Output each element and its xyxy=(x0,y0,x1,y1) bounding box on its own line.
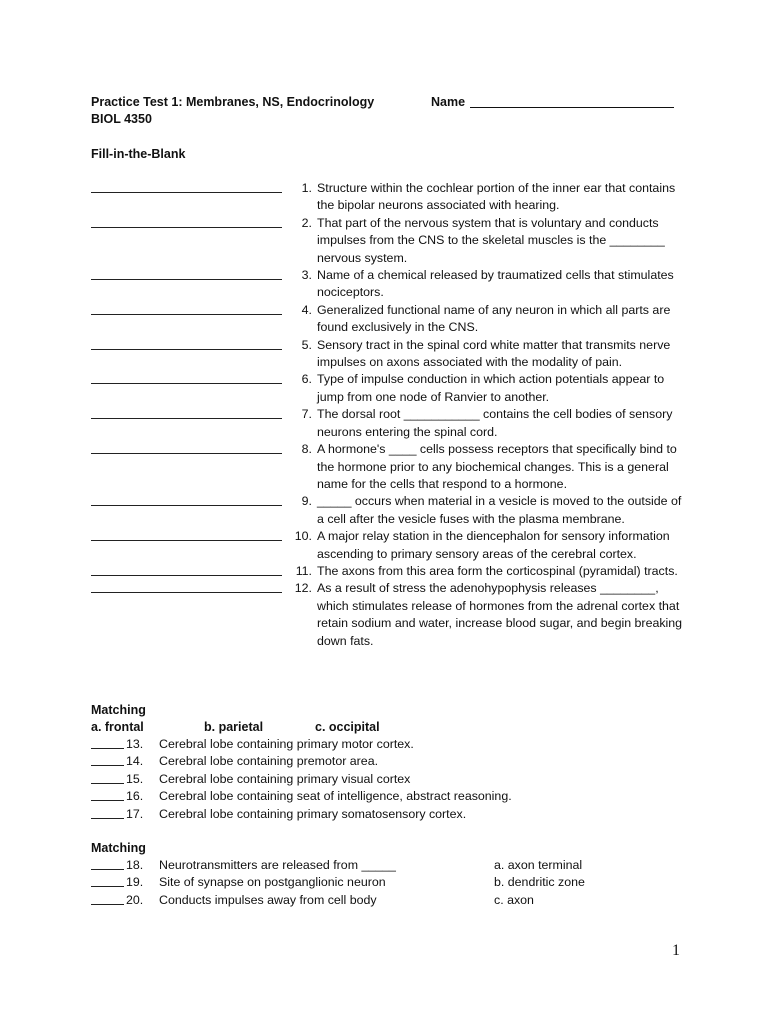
question-number: 10. xyxy=(294,529,312,544)
fill-in-blank-heading: Fill-in-the-Blank xyxy=(91,147,186,161)
question-text: Neurotransmitters are released from _____ xyxy=(159,858,396,872)
question-text: Sensory tract in the spinal cord white matter that transmits nerve impulses on axons associated with the modality of pain. xyxy=(317,337,671,370)
answer-blank xyxy=(91,453,282,454)
fib-item xyxy=(0,441,770,493)
fib-item xyxy=(0,406,770,441)
course-code: BIOL 4350 xyxy=(91,112,152,126)
name-blank-line xyxy=(470,107,674,108)
question-number: 11. xyxy=(295,563,312,578)
fib-item xyxy=(0,580,770,650)
fib-item xyxy=(0,267,770,302)
page-number: 1 xyxy=(672,942,680,959)
answer-blank xyxy=(91,904,124,905)
question-number: 1. xyxy=(301,181,312,195)
question-text: Site of synapse on postganglionic neuron xyxy=(159,875,386,890)
fib-item xyxy=(0,528,770,563)
question-number: 5. xyxy=(301,337,312,352)
answer-choice: a. axon terminal xyxy=(494,858,583,872)
answer-blank xyxy=(91,800,124,801)
question-number: 9. xyxy=(301,494,312,509)
question-text: Type of impulse conduction in which action potentials appear to jump from one node of Ranvier to another. xyxy=(317,372,665,404)
answer-blank xyxy=(91,748,124,749)
question-number: 18. xyxy=(126,858,144,872)
question-number: 17. xyxy=(126,806,144,821)
fib-item xyxy=(0,215,770,267)
question-number: 12. xyxy=(294,581,312,596)
lobe-options xyxy=(91,719,491,736)
question-text: The axons from this area form the corticospinal (pyramidal) tracts. xyxy=(317,563,678,578)
question-number: 6. xyxy=(301,372,312,387)
fib-item xyxy=(0,302,770,337)
question-text: That part of the nervous system that is voluntary and conducts impulses from the CNS to the skeletal muscles is the ________ nervous system. xyxy=(317,215,665,265)
question-number: 14. xyxy=(126,754,144,769)
fib-item xyxy=(0,371,770,406)
fill-in-blank-list xyxy=(0,180,770,650)
question-text: A hormone's ____ cells possess receptors that specifically bind to the hormone prior to any biochemical changes. This is a general name for the cells that respond to a hormone. xyxy=(317,442,677,491)
question-text: As a result of stress the adenohypophysis releases ________, which stimulates release of hormones from the adrenal cortex that retain sodium and water, increase blood sugar, and begin breaking down fats. xyxy=(317,581,683,648)
question-number: 4. xyxy=(301,302,312,317)
answer-choice: b. dendritic zone xyxy=(494,875,585,890)
test-title: Practice Test 1: Membranes, NS, Endocrinology xyxy=(91,95,375,109)
answer-blank xyxy=(91,783,124,784)
answer-blank xyxy=(91,818,124,819)
question-text: Name of a chemical released by traumatized cells that stimulates nociceptors. xyxy=(317,268,674,300)
question-number: 2. xyxy=(301,215,312,230)
question-text: A major relay station in the diencephalon for sensory information ascending to primary sensory areas of the cerebral cortex. xyxy=(317,529,670,561)
question-number: 15. xyxy=(126,771,144,786)
answer-blank xyxy=(91,279,282,280)
fib-item xyxy=(0,180,770,215)
matching-heading-2: Matching xyxy=(91,841,146,855)
question-text: Cerebral lobe containing primary visual cortex xyxy=(159,771,411,786)
answer-blank xyxy=(91,505,282,506)
question-text: Generalized functional name of any neuron in which all parts are found exclusively in the CNS. xyxy=(317,302,671,335)
option-frontal: a. frontal xyxy=(91,720,144,734)
question-text: Cerebral lobe containing primary motor cortex. xyxy=(159,737,414,751)
question-number: 13. xyxy=(126,737,144,751)
fib-item xyxy=(0,337,770,372)
name-label: Name xyxy=(431,95,466,109)
answer-blank xyxy=(91,314,282,315)
answer-blank xyxy=(91,383,282,384)
answer-choice: c. axon xyxy=(494,892,534,907)
question-number: 19. xyxy=(126,875,144,890)
answer-blank xyxy=(91,869,124,870)
fib-item xyxy=(0,493,770,528)
answer-blank xyxy=(91,540,282,541)
question-text: Structure within the cochlear portion of the inner ear that contains the bipolar neurons associated with hearing. xyxy=(317,181,676,213)
question-number: 8. xyxy=(301,442,312,457)
answer-blank xyxy=(91,765,124,766)
question-text: Cerebral lobe containing primary somatosensory cortex. xyxy=(159,806,467,821)
answer-blank xyxy=(91,886,124,887)
option-occipital: c. occipital xyxy=(315,720,380,734)
question-text: _____ occurs when material in a vesicle is moved to the outside of a cell after the vesicle fuses with the plasma membrane. xyxy=(317,494,682,526)
matching-heading-1: Matching xyxy=(91,703,146,717)
answer-blank xyxy=(91,592,282,593)
option-parietal: b. parietal xyxy=(204,720,264,734)
answer-blank xyxy=(91,418,282,419)
question-text: Conducts impulses away from cell body xyxy=(159,892,377,907)
question-text: Cerebral lobe containing premotor area. xyxy=(159,754,379,769)
answer-blank xyxy=(91,349,282,350)
question-number: 20. xyxy=(126,892,144,907)
fib-item xyxy=(0,563,770,580)
answer-blank xyxy=(91,192,282,193)
question-text: Cerebral lobe containing seat of intelligence, abstract reasoning. xyxy=(159,789,512,804)
answer-blank xyxy=(91,575,282,576)
question-number: 7. xyxy=(301,407,312,422)
question-text: The dorsal root ___________ contains the cell bodies of sensory neurons entering the spinal cord. xyxy=(317,407,673,439)
answer-blank xyxy=(91,227,282,228)
question-number: 3. xyxy=(301,268,312,283)
question-number: 16. xyxy=(126,789,144,804)
